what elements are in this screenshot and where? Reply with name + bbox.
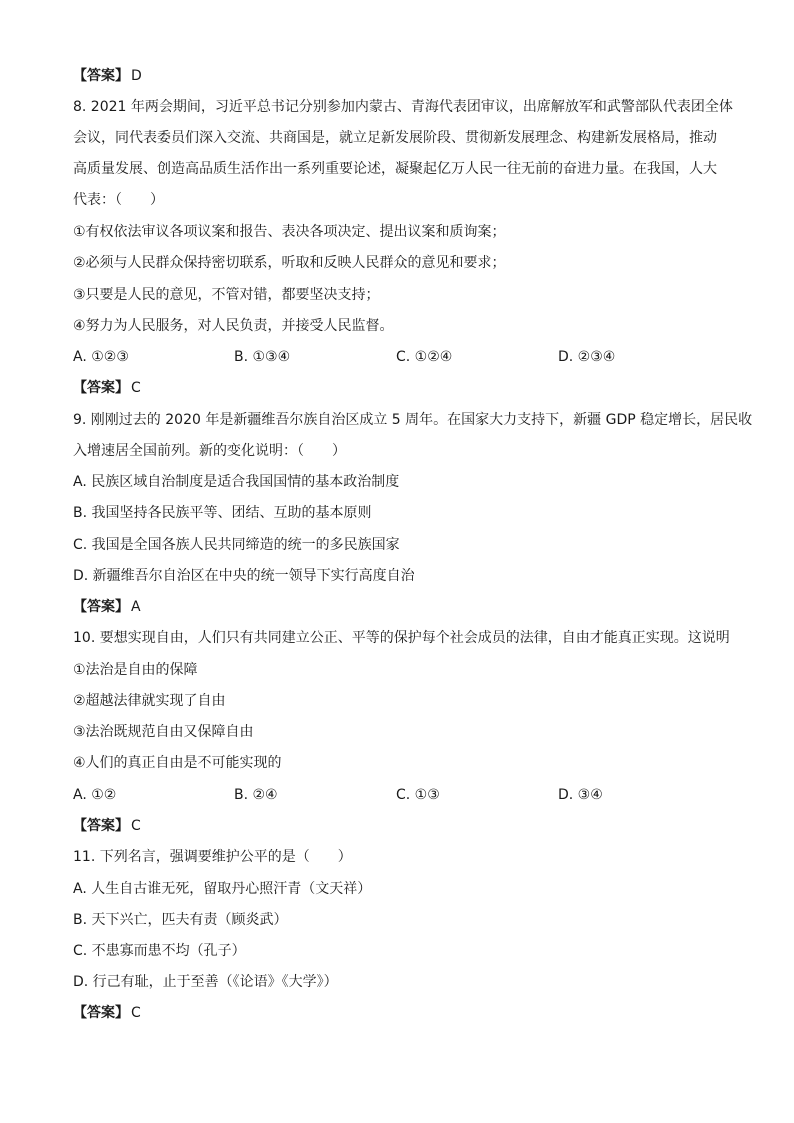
q10-option-d: D. ③④ bbox=[558, 787, 603, 803]
q9-option-a: A. 民族区域自治制度是适合我国国情的基本政治制度 bbox=[73, 474, 400, 490]
answer-label: 【答案】 bbox=[73, 68, 129, 84]
q8-stem-line-1: 8. 2021 年两会期间，习近平总书记分别参加内蒙古、青海代表团审议，出席解放军和武警部队代表团全体 bbox=[73, 99, 733, 115]
q8-item-2: ②必须与人民群众保持密切联系，听取和反映人民群众的意见和要求； bbox=[73, 255, 506, 271]
q10-item-4: ④人们的真正自由是不可能实现的 bbox=[73, 755, 282, 771]
q10-item-2: ②超越法律就实现了自由 bbox=[73, 693, 226, 709]
answer-label: 【答案】 bbox=[73, 1005, 129, 1021]
q8-stem-line-3: 高质量发展、创造高品质生活作出一系列重要论述，凝聚起亿万人民一往无前的奋进力量。在我国，人大 bbox=[73, 161, 717, 177]
q9-stem-line-1: 9. 刚刚过去的 2020 年是新疆维吾尔族自治区成立 5 周年。在国家大力支持下，新疆 GDP 稳定增长，居民收 bbox=[73, 412, 753, 428]
q8-option-b: B. ①③④ bbox=[234, 349, 291, 365]
q8-option-a: A. ①②③ bbox=[73, 349, 129, 365]
answer-value-q9: A bbox=[131, 599, 141, 615]
q10-option-a: A. ①② bbox=[73, 787, 117, 803]
q9-option-d: D. 新疆维吾尔自治区在中央的统一领导下实行高度自治 bbox=[73, 568, 415, 584]
q8-stem-line-2: 会议，同代表委员们深入交流、共商国是，就立足新发展阶段、贯彻新发展理念、构建新发展格局，推动 bbox=[73, 130, 717, 146]
q8-item-4: ④努力为人民服务，对人民负责，并接受人民监督。 bbox=[73, 318, 394, 334]
answer-line-q7 bbox=[73, 66, 733, 86]
answer-label: 【答案】 bbox=[73, 599, 129, 615]
q11-option-b: B. 天下兴亡，匹夫有责（顾炎武） bbox=[73, 912, 288, 928]
answer-label: 【答案】 bbox=[73, 818, 129, 834]
q9-option-c: C. 我国是全国各族人民共同缔造的统一的多民族国家 bbox=[73, 537, 400, 553]
q10-item-1: ①法治是自由的保障 bbox=[73, 662, 198, 678]
q10-item-3: ③法治既规范自由又保障自由 bbox=[73, 724, 254, 740]
answer-line-q9 bbox=[73, 597, 733, 617]
q8-item-3: ③只要是人民的意见，不管对错，都要坚决支持； bbox=[73, 287, 380, 303]
q11-option-c: C. 不患寡而患不均（孔子） bbox=[73, 943, 246, 959]
q8-item-1: ①有权依法审议各项议案和报告、表决各项决定、提出议案和质询案； bbox=[73, 224, 506, 240]
q9-stem-line-2: 入增速居全国前列。新的变化说明：（ ） bbox=[73, 443, 346, 459]
answer-line-q11 bbox=[73, 1003, 733, 1023]
answer-line-q10 bbox=[73, 816, 733, 836]
answer-value-q11: C bbox=[131, 1005, 141, 1021]
q11-option-d: D. 行己有耻，止于至善（《论语》《大学》） bbox=[73, 974, 338, 990]
answer-value-q8: C bbox=[131, 380, 141, 396]
q9-option-b: B. 我国坚持各民族平等、团结、互助的基本原则 bbox=[73, 505, 372, 521]
q10-stem-line-1: 10. 要想实现自由，人们只有共同建立公正、平等的保护每个社会成员的法律，自由才能真正实现。这说明 bbox=[73, 630, 730, 646]
answer-line-q8 bbox=[73, 378, 733, 398]
q10-option-c: C. ①③ bbox=[396, 787, 440, 803]
q8-option-c: C. ①②④ bbox=[396, 349, 453, 365]
q8-option-d: D. ②③④ bbox=[558, 349, 616, 365]
answer-label: 【答案】 bbox=[73, 380, 129, 396]
q11-stem-line-1: 11. 下列名言，强调要维护公平的是（ ） bbox=[73, 849, 352, 865]
answer-value-q7: D bbox=[131, 68, 142, 84]
q11-option-a: A. 人生自古谁无死，留取丹心照汗青（文天祥） bbox=[73, 881, 372, 897]
answer-value-q10: C bbox=[131, 818, 141, 834]
q8-stem-line-4: 代表：（ ） bbox=[73, 192, 164, 208]
q10-option-b: B. ②④ bbox=[234, 787, 278, 803]
